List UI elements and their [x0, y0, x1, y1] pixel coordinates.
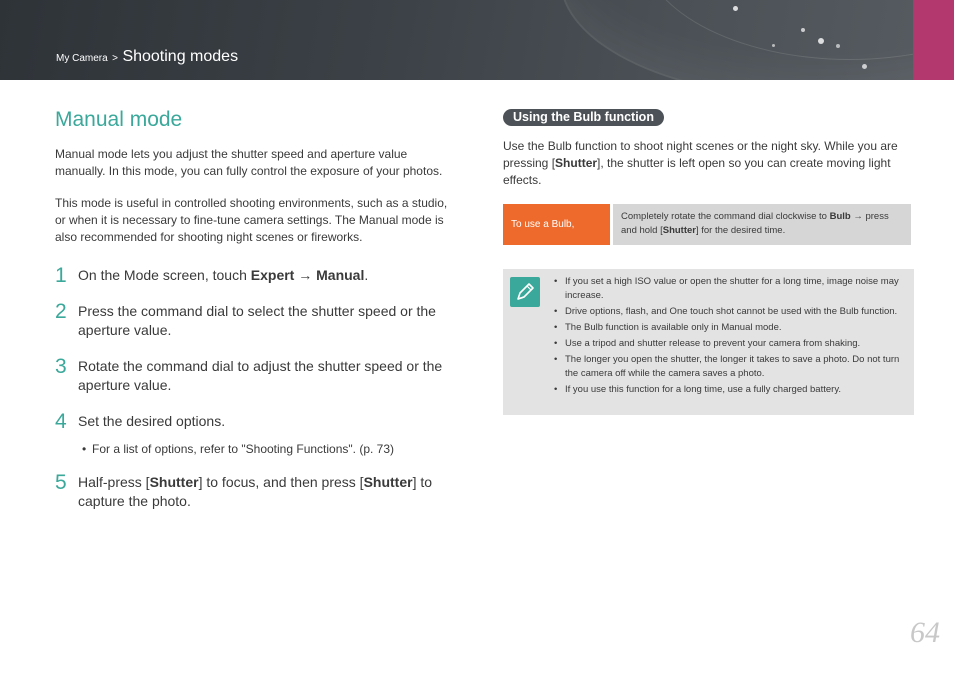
step-text: Set the desired options. [78, 413, 226, 429]
bulb-instruction-part: ] for the desired time. [695, 225, 786, 236]
right-column [503, 108, 914, 415]
step-3 [55, 357, 460, 395]
note-item: • Drive options, flash, and One touch shot cannot be used with the Bulb function. [565, 305, 905, 319]
bulb-instruction [613, 204, 911, 245]
step-bold: Expert [250, 267, 295, 283]
step-text-part: → [294, 267, 317, 283]
step-2 [55, 302, 460, 340]
breadcrumb [56, 48, 238, 66]
step-bold: Shutter [149, 474, 199, 490]
bulb-description-part: Use the Bulb function to shoot night scenes or the night sky. While you are pressing [ [503, 139, 898, 170]
breadcrumb-current: Shooting modes [122, 48, 239, 65]
section-title: Manual mode [55, 108, 183, 131]
bulb-instruction-bold: Bulb [829, 211, 851, 222]
sparkle-dot [818, 38, 824, 44]
bulb-description-part: ], the shutter is left open so you can create moving light effects. [503, 156, 891, 187]
step-number: 2 [55, 300, 67, 323]
step-4 [55, 412, 460, 431]
step-text [78, 266, 460, 285]
step-text-part: ] to focus, and then press [ [198, 474, 364, 490]
pencil-note-icon [510, 277, 540, 307]
sparkle-dot [733, 6, 738, 11]
step-number: 5 [55, 471, 67, 494]
breadcrumb-parent: My Camera [56, 53, 108, 64]
note-item: • The longer you open the shutter, the longer it takes to save a photo. Do not turn the camera off while the camera saves a photo. [565, 353, 905, 381]
bulb-instruction-row [503, 204, 911, 245]
sparkle-dot [801, 28, 805, 32]
step-text: Rotate the command dial to adjust the shutter speed or the aperture value. [78, 358, 443, 393]
intro-paragraph-1: Manual mode lets you adjust the shutter speed and aperture value manually. In this mode, you can fully control the exposure of your photos. [55, 147, 443, 178]
chapter-tab [913, 0, 954, 80]
step-text-part: ] to capture the photo. [78, 474, 433, 509]
step-text-part: On the Mode screen, touch [78, 267, 251, 283]
step-text [78, 473, 460, 511]
step-text-part: . [364, 267, 369, 283]
left-column [55, 108, 460, 528]
step-number: 1 [55, 264, 67, 287]
note-item: • The Bulb function is available only in Manual mode. [565, 321, 905, 335]
intro-paragraph-2: This mode is useful in controlled shooting environments, such as a studio, or when it is necessary to fine-tune camera settings. The Manual mode is also recommended for shooting night scenes or fireworks. [55, 196, 448, 244]
note-item: • Use a tripod and shutter release to prevent your camera from shaking. [565, 337, 905, 351]
note-list [565, 275, 905, 399]
step-bold: Manual [316, 267, 365, 283]
bulb-label: To use a Bulb, [503, 204, 610, 245]
page-number: 64 [910, 616, 940, 649]
bulb-instruction-part: Completely rotate the command dial clockwise to [621, 211, 830, 222]
step-text-part: Half-press [ [78, 474, 150, 490]
step-bold: Shutter [363, 474, 413, 490]
step-number: 3 [55, 355, 67, 378]
page-header [0, 0, 954, 80]
bulb-description [503, 138, 914, 189]
bulb-description-bold: Shutter [555, 156, 598, 170]
bulb-instruction-part: → press and hold [ [621, 211, 889, 236]
step-text: Press the command dial to select the shutter speed or the aperture value. [78, 303, 436, 338]
sparkle-dot [836, 44, 840, 48]
step-5 [55, 473, 460, 511]
sparkle-dot [862, 64, 867, 69]
note-item: • If you use this function for a long time, use a fully charged battery. [565, 383, 905, 397]
subsection-pill: Using the Bulb function [503, 109, 664, 126]
step-4-bullet: • For a list of options, refer to "Shooting Functions". (p. 73) [92, 442, 460, 456]
step-1 [55, 266, 460, 285]
breadcrumb-separator: > [112, 53, 118, 64]
note-item: • If you set a high ISO value or open the shutter for a long time, image noise may increase. [565, 275, 905, 303]
sparkle-dot [772, 44, 775, 47]
step-number: 4 [55, 410, 67, 433]
bulb-instruction-bold: Shutter [662, 225, 696, 236]
note-box [503, 269, 914, 415]
